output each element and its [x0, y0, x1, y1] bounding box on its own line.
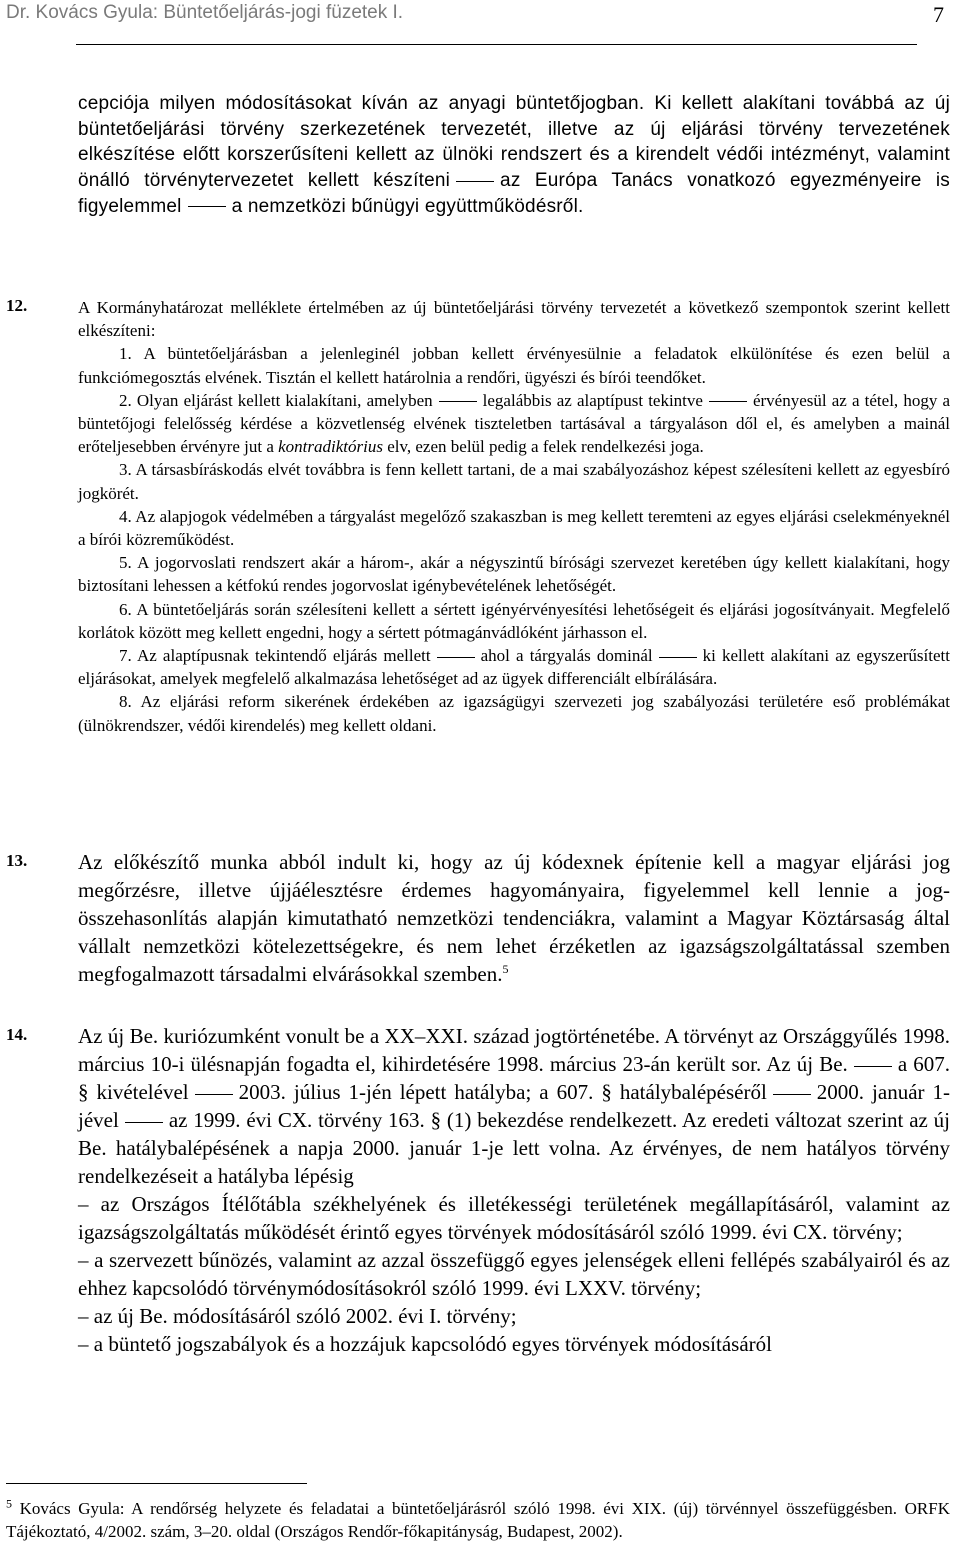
section-12-item-5: 5. A jogorvoslati rendszert akár a három-, akár a négyszintű bírósági szervezet keretében úgy kellett kialakítani, hogy biztosítani lehessen a kétfokú rendes jogorvoslat igénybevételének lehetőségét.: [78, 553, 950, 596]
section-14-list-item: – a szervezett bűnözés, valamint az azzal összefüggő egyes jelenségek elleni fellépés szabályairól és az ehhez kapcsolódó törvénymódosításokról szóló 1999. évi LXXV. törvény;: [78, 1248, 950, 1300]
section-14-list-item: – a büntető jogszabályok és a hozzájuk kapcsolódó egyes törvények módosításáról: [78, 1332, 772, 1356]
dash-rule: [456, 181, 494, 182]
header-rule: [76, 44, 917, 45]
page-number: 7: [933, 2, 944, 27]
section-12: [78, 296, 950, 737]
section-14-list-item: – az Országos Ítélőtábla székhelyének és illetékességi területének megállapításáról, valamint az igazságszolgáltatás működését érintő egyes törvények módosításáról szóló 1999. évi CX. törvény;: [78, 1192, 950, 1244]
footnote: $^5$ Kovács Gyula: A rendőrség helyzete és feladatai a büntetőeljárásról szóló 1998. évi XIX. (új) törvénnyel összefüggésben. ORFK Tájékoztató, 4/2002. szám, 3–20. oldal (Országos Rendőr-főkapitányság, Budapest, 2002).: [6, 1496, 950, 1541]
section-12-item-1: 1. A büntetőeljárásban a jelenleginél jobban kellett érvényesülnie a feladatok elkülönítése és ezen belül a funkciómegosztás elvének. Tisztán el kellett határolnia a rendőri, ügyészi és bírói teendőket.: [78, 344, 950, 387]
section-number-12: 12.: [6, 296, 28, 315]
section-12-item-4: 4. Az alapjogok védelmében a tárgyalást megelőző szakaszban is meg kellett teremteni az egyes eljárási cselekményeknél a bírói közreműködést.: [78, 506, 950, 550]
section-number-14: 14.: [6, 1025, 28, 1044]
footnote-ref: 5: [502, 962, 509, 976]
section-14-list-item: – az új Be. módosításáról szóló 2002. évi I. törvény;: [78, 1304, 517, 1328]
section-12-lead: A Kormányhatározat melléklete értelmében az új büntetőeljárási törvény tervezetét a következő szempontok szerint kellett elkészíteni:: [78, 298, 950, 341]
section-12-item-6: 6. A büntetőeljárás során szélesíteni kellett a sértett igényérvényesítési lehetőségeit és eljárási jogosítványait. Megfelelő korlátok között meg kellett engedni, hogy a sértett pótmagánvádlóként járhasson el.: [78, 599, 950, 642]
section-14: [78, 1022, 950, 1358]
page-header-title: Dr. Kovács Gyula: Büntetőeljárás-jogi füzetek I.: [6, 2, 404, 23]
section-13: Az előkészítő munka abból indult ki, hogy az új kódexnek építenie kell a magyar eljárási jog megőrzésre, illetve újjáélesztésre érdemes hagyományaira, figyelemmel kell lennie a jog-összehasonlítás alapján kimutatható nemzetközi tendenciákra, valamint a Magyar Köztársaság által vállalt nemzetközi kötelezettségekre, és nem lehet érzéketlen az igazságszolgáltatással szemben megfogalmazott társadalmi elvárásokkal szemben.$^5$: [78, 850, 950, 986]
section-12-item-8: 8. Az eljárási reform sikerének érdekében az igazságügyi szervezeti jog szabályozási területére eső problémákat (ülnökrendszer, védői kirendelés) meg kellett oldani.: [78, 692, 950, 735]
footnote-number: 5: [6, 1496, 12, 1511]
intro-paragraph: cepciója milyen módosításokat kíván az anyagi büntetőjogban. Ki kellett alakítani továbbá az új büntetőeljárási törvény szerkezetének tervezetét, illetve az új eljárási törvény tervezetének elkészítése előtt korszerűsíteni kellett az ülnöki rendszert és a kirendelt védői intézményt, valamint önálló törvénytervezetet kellett készíteni az Európa Tanács vonatkozó egyezményeire is figyelemmel a nemzetközi bűnügyi együttműködésről.: [78, 93, 950, 217]
section-12-item-7: 7. Az alaptípusnak tekintendő eljárás mellett ahol a tárgyalás dominál ki kellett alakítani az egyszerűsített eljárásokat, amelyek megfelelő alkalmazása lehetőséget ad az ügyek differenciált elbírálására.: [78, 646, 950, 689]
dash-rule: [188, 206, 226, 207]
section-number-13: 13.: [6, 851, 28, 870]
section-12-item-2: 2. Olyan eljárást kellett kialakítani, amelyben legalábbis az alaptípust tekintve érvényesül az a tétel, hogy a büntetőjogi felelősség kérdése a közvetlenség elvének tiszteletben tartásával a tárgyaláson dől el, és amelyben a mainál erőteljesebben érvényre jut a kontradiktórius elv, ezen belül pedig a felek rendelkezési joga.: [78, 390, 951, 457]
section-14-body: Az új Be. kuriózumként vonult be a XX–XXI. század jogtörténetébe. A törvényt az Országgyűlés 1998. március 10-i ülésnapján fogadta el, kihirdetésére 1998. március 23-án került sor. Az új Be. a 607. § kivételével 2003. július 1-jén lépett hatályba; a 607. § hatálybalépéséről 2000. január 1-jével az 1999. évi CX. törvény 163. § (1) bekezdése rendelkezett. Az eredeti változat szerint az új Be. hatálybalépésének a napja 2000. január 1-je lett volna. Az érvényes, de nem hatályos törvény rendelkezéseit a hatályba lépésig: [78, 1024, 951, 1188]
section-12-item-3: 3. A társasbíráskodás elvét továbbra is fenn kellett tartani, de a mai szabályozáshoz képest szélesíteni kellett az egyesbíró jogkörét.: [78, 460, 950, 503]
footnote-rule: [6, 1483, 307, 1484]
